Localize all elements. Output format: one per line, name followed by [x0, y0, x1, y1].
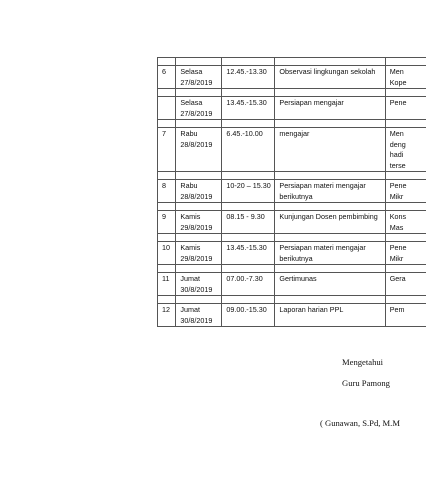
spacer-cell — [222, 296, 275, 304]
spacer-cell — [385, 172, 426, 180]
activity-cell-line: Persiapan materi mengajar — [279, 181, 366, 190]
spacer-cell — [275, 265, 385, 273]
spacer-cell — [158, 172, 176, 180]
spacer-cell — [176, 265, 222, 273]
result-cell — [385, 242, 426, 265]
time-cell — [222, 128, 275, 172]
result-cell-line: Mikr — [389, 191, 404, 201]
time-cell-line: 13.45.-15.30 — [226, 98, 267, 107]
time-cell — [222, 273, 275, 296]
result-cell-line: Pene — [389, 181, 407, 190]
result-cell — [385, 180, 426, 203]
spacer-cell — [158, 120, 176, 128]
day-date-cell — [176, 128, 222, 172]
time-cell — [222, 211, 275, 234]
day-date-cell-line: 27/8/2019 — [180, 77, 213, 87]
row-number-cell-line: 6 — [162, 67, 166, 76]
spacer-row — [158, 296, 426, 304]
activity-cell-line: Observasi lingkungan sekolah — [279, 67, 376, 76]
activity-cell — [275, 66, 385, 89]
spacer-cell — [275, 58, 385, 66]
spacer-row — [158, 120, 426, 128]
activity-cell — [275, 304, 385, 327]
spacer-cell — [176, 203, 222, 211]
time-cell-line: 13.45.-15.30 — [226, 243, 267, 252]
row-number-cell — [158, 128, 176, 172]
day-date-cell — [176, 304, 222, 327]
spacer-cell — [275, 234, 385, 242]
activity-cell-line: Kunjungan Dosen pembimbing — [279, 212, 378, 221]
result-cell-line: Pem — [389, 305, 405, 314]
spacer-row — [158, 172, 426, 180]
spacer-cell — [222, 234, 275, 242]
day-date-cell — [176, 242, 222, 265]
table-row — [158, 273, 426, 296]
spacer-cell — [385, 265, 426, 273]
time-cell — [222, 97, 275, 120]
spacer-cell — [385, 296, 426, 304]
result-cell-line: Mas — [389, 222, 404, 232]
spacer-cell — [158, 265, 176, 273]
spacer-row — [158, 89, 426, 97]
spacer-cell — [275, 172, 385, 180]
day-date-cell-line: Kamis — [180, 212, 201, 221]
activity-cell-line: Persiapan mengajar — [279, 98, 344, 107]
result-cell — [385, 128, 426, 172]
day-date-cell-line: Rabu — [180, 181, 198, 190]
result-cell-line: Men — [389, 129, 404, 138]
row-number-cell — [158, 304, 176, 327]
spacer-row — [158, 234, 426, 242]
supervisor-name-label: ( Gunawan, S.Pd, M.M — [320, 418, 400, 428]
time-cell — [222, 180, 275, 203]
spacer-cell — [222, 265, 275, 273]
activity-cell — [275, 180, 385, 203]
result-cell — [385, 304, 426, 327]
spacer-cell — [385, 58, 426, 66]
row-number-cell-line: 10 — [162, 243, 170, 252]
result-cell-line: Mikr — [389, 253, 404, 263]
spacer-row — [158, 58, 426, 66]
table-row — [158, 242, 426, 265]
activity-cell-line: Laporan harian PPL — [279, 305, 344, 314]
row-number-cell — [158, 97, 176, 120]
activity-cell-line: berikutnya — [279, 191, 313, 201]
row-number-cell-line: 12 — [162, 305, 170, 314]
spacer-cell — [176, 120, 222, 128]
result-cell-line: Pene — [389, 243, 407, 252]
row-number-cell-line: 9 — [162, 212, 166, 221]
day-date-cell — [176, 273, 222, 296]
day-date-cell-line: 28/8/2019 — [180, 191, 213, 201]
supervisor-role-label: Guru Pamong — [342, 378, 390, 388]
spacer-cell — [385, 89, 426, 97]
result-cell-line: Kons — [389, 212, 407, 221]
result-cell-line: Pene — [389, 98, 407, 107]
spacer-row — [158, 203, 426, 211]
spacer-cell — [222, 120, 275, 128]
spacer-cell — [275, 120, 385, 128]
activity-cell — [275, 128, 385, 172]
spacer-cell — [176, 234, 222, 242]
day-date-cell-line: Kamis — [180, 243, 201, 252]
row-number-cell — [158, 180, 176, 203]
day-date-cell-line: Jumat — [180, 305, 200, 314]
result-cell-line: Men — [389, 67, 404, 76]
result-cell-line: Gera — [389, 274, 406, 283]
row-number-cell-line: 8 — [162, 181, 166, 190]
day-date-cell-line: Rabu — [180, 129, 198, 138]
result-cell — [385, 66, 426, 89]
spacer-row — [158, 265, 426, 273]
activity-cell-line: mengajar — [279, 129, 310, 138]
spacer-cell — [158, 58, 176, 66]
day-date-cell-line: 30/8/2019 — [180, 315, 213, 325]
row-number-cell-line: 7 — [162, 129, 166, 138]
spacer-cell — [158, 89, 176, 97]
result-cell-line: Kope — [389, 77, 407, 87]
time-cell — [222, 66, 275, 89]
day-date-cell-line: 30/8/2019 — [180, 284, 213, 294]
time-cell-line: 07.00.-7.30 — [226, 274, 263, 283]
row-number-cell — [158, 273, 176, 296]
day-date-cell-line: Selasa — [180, 98, 203, 107]
spacer-cell — [222, 89, 275, 97]
spacer-cell — [385, 120, 426, 128]
result-cell — [385, 211, 426, 234]
time-cell — [222, 242, 275, 265]
time-cell-line: 6.45.-10.00 — [226, 129, 263, 138]
result-cell — [385, 97, 426, 120]
spacer-cell — [158, 203, 176, 211]
acknowledged-label: Mengetahui — [342, 357, 384, 367]
day-date-cell — [176, 66, 222, 89]
table-row — [158, 304, 426, 327]
day-date-cell-line: 27/8/2019 — [180, 108, 213, 118]
activity-cell-line: berikutnya — [279, 253, 313, 263]
spacer-cell — [275, 296, 385, 304]
spacer-cell — [385, 234, 426, 242]
time-cell-line: 08.15 - 9.30 — [226, 212, 265, 221]
day-date-cell-line: Jumat — [180, 274, 200, 283]
row-number-cell-line: 11 — [162, 274, 170, 283]
time-cell-line: 12.45.-13.30 — [226, 67, 267, 76]
table-row — [158, 66, 426, 89]
time-cell-line: 09.00.-15.30 — [226, 305, 267, 314]
activity-cell — [275, 242, 385, 265]
result-cell-line: deng — [389, 139, 406, 149]
activity-log-table — [157, 57, 426, 327]
day-date-cell — [176, 97, 222, 120]
time-cell — [222, 304, 275, 327]
result-cell-line: hadi — [389, 150, 404, 159]
table-row — [158, 128, 426, 172]
activity-cell-line: Persiapan materi mengajar — [279, 243, 366, 252]
activity-cell — [275, 211, 385, 234]
day-date-cell-line: Selasa — [180, 67, 203, 76]
day-date-cell-line: 29/8/2019 — [180, 253, 213, 263]
spacer-cell — [158, 296, 176, 304]
spacer-cell — [222, 203, 275, 211]
spacer-cell — [176, 58, 222, 66]
row-number-cell — [158, 242, 176, 265]
day-date-cell-line: 28/8/2019 — [180, 139, 213, 149]
day-date-cell-line: 29/8/2019 — [180, 222, 213, 232]
spacer-cell — [222, 172, 275, 180]
spacer-cell — [176, 89, 222, 97]
day-date-cell — [176, 180, 222, 203]
spacer-cell — [176, 296, 222, 304]
spacer-cell — [176, 172, 222, 180]
time-cell-line: 10-20 – 15.30 — [226, 181, 271, 190]
spacer-cell — [385, 203, 426, 211]
spacer-cell — [275, 203, 385, 211]
result-cell-line: terse — [389, 160, 406, 170]
table-row — [158, 211, 426, 234]
row-number-cell — [158, 211, 176, 234]
spacer-cell — [222, 58, 275, 66]
activity-cell-line: Gertimunas — [279, 274, 317, 283]
activity-cell — [275, 273, 385, 296]
spacer-cell — [275, 89, 385, 97]
table-row — [158, 97, 426, 120]
result-cell — [385, 273, 426, 296]
spacer-cell — [158, 234, 176, 242]
row-number-cell — [158, 66, 176, 89]
activity-cell — [275, 97, 385, 120]
table-row — [158, 180, 426, 203]
day-date-cell — [176, 211, 222, 234]
